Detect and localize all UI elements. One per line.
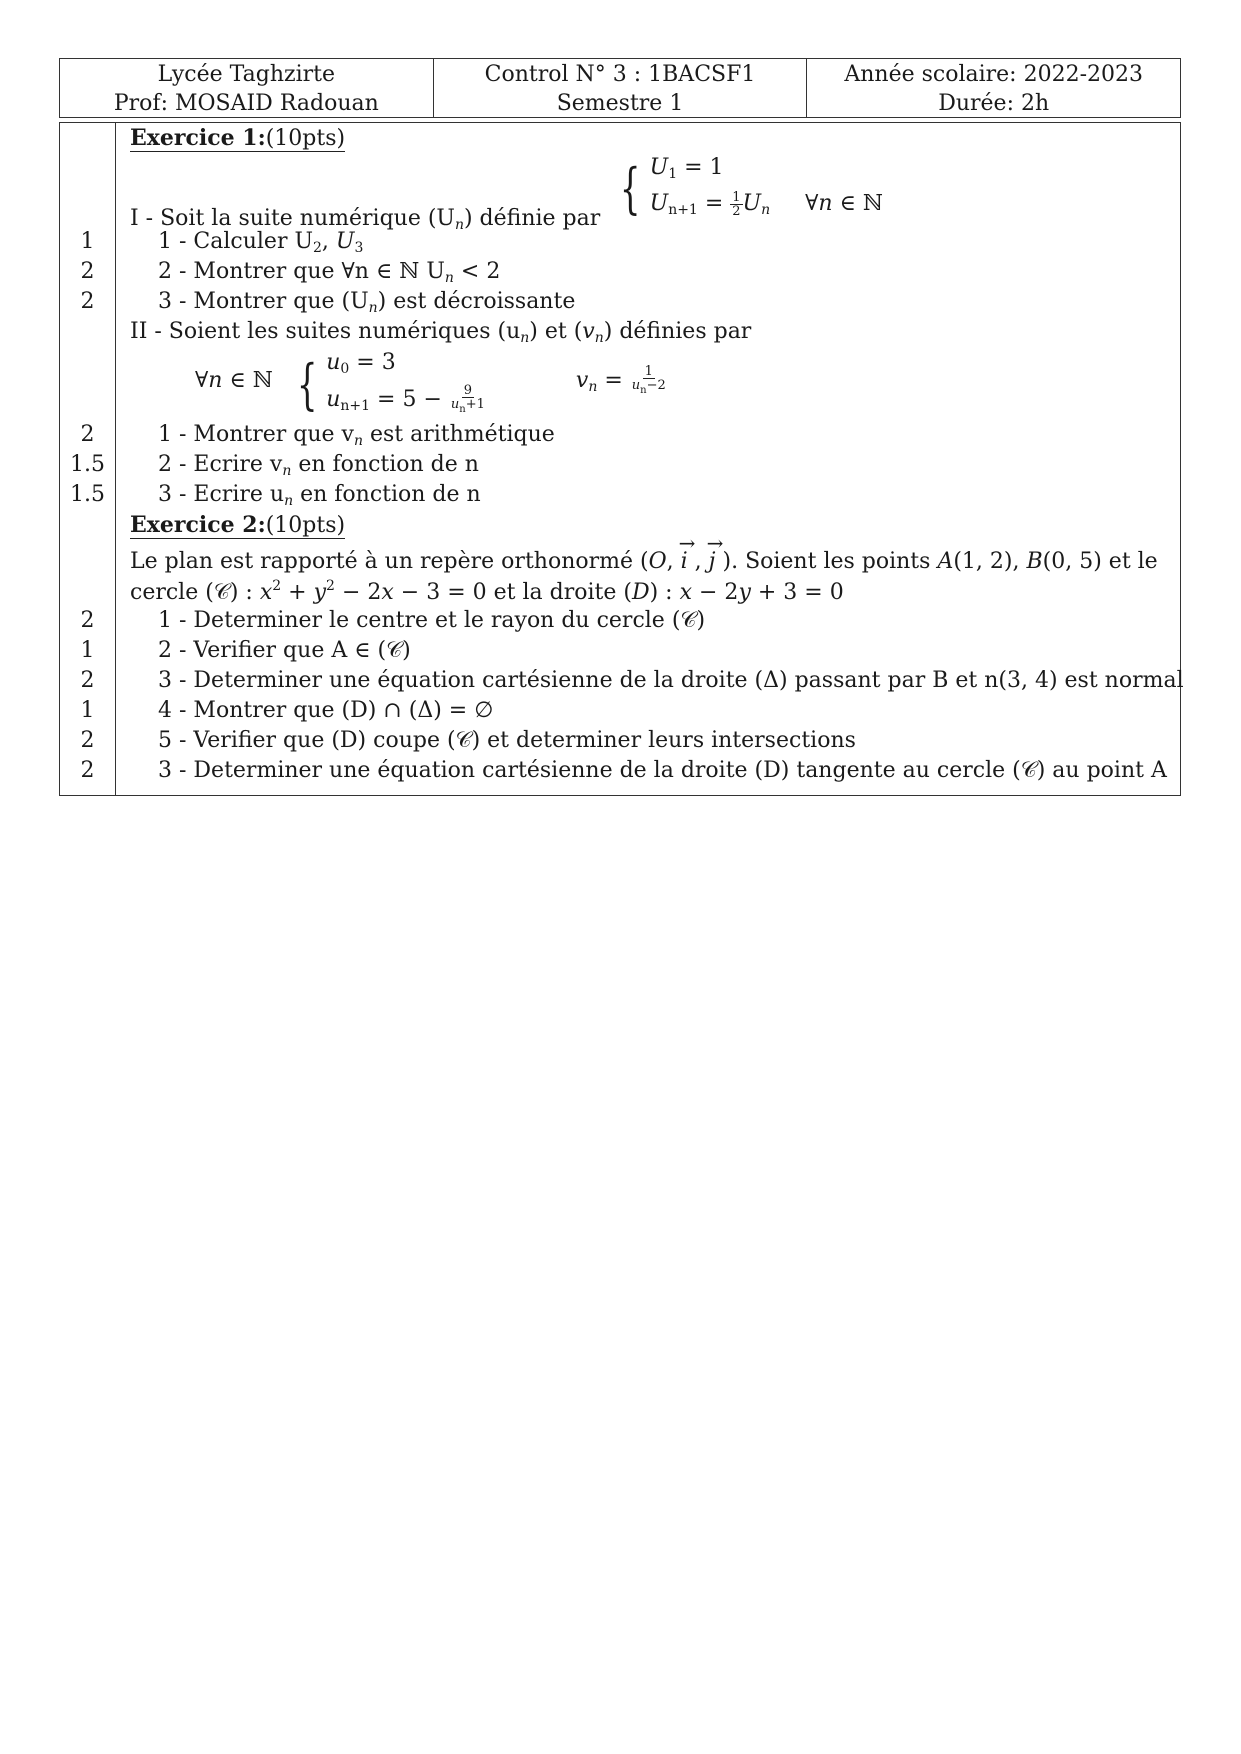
ex1-system: { $U_1 = 1$ $U_{n+1}$ = $\frac{1}{2}$ $U_n$ ∀n ∈ ℕ — [620, 155, 883, 220]
ex2-title: Exercice 2:(10pts) — [130, 512, 346, 538]
ex2-q6-points: 2 — [80, 758, 95, 783]
ex2-q5-points: 2 — [80, 728, 95, 753]
ex1-ii-q3-points: 1.5 — [70, 482, 105, 507]
ex2-intro-line2: cercle (𝒞) : $x^2 + y^2 - 2x - 3 = 0$ et la droite (D) : x − 2y + 3 = 0 — [130, 578, 844, 605]
ex2-q3: 3 - Determiner une équation cartésienne de la droite (Δ) passant par B et n(3, 4) est normal — [158, 668, 1184, 693]
ex1-part1-intro: I - Soit la suite numérique $(U_n)$ définie par { $U_1 = 1$ $U_{n+1}$ = $\frac{1}{2}$ $U_n$ ∀n ∈ ℕ — [130, 155, 883, 233]
ex1-part2-system: ∀n ∈ ℕ { $u_0 = 3$ $u_{n+1} = 5$ − $\frac{9}{u_n+1}$ $v_n$ = $\frac{1}{u_n-2}$ — [195, 350, 666, 416]
exam-body — [59, 122, 1184, 796]
ex2-q3-points: 2 — [80, 668, 95, 693]
header-table — [59, 58, 1181, 118]
teacher-name: Prof: MOSAID Radouan — [113, 91, 379, 116]
school-name: Lycée Taghzirte — [157, 62, 335, 87]
ex1-ii-q3: 3 - Ecrire $u_n$ en fonction de n — [158, 482, 481, 509]
ex1-q3: 3 - Montrer que $(U_n)$ est décroissante — [158, 289, 576, 316]
ex1-q3-points: 2 — [80, 289, 95, 314]
control-title: Control N° 3 : 1BACSF1 — [484, 62, 756, 87]
semester: Semestre 1 — [556, 91, 684, 116]
ex2-q1-points: 2 — [80, 608, 95, 633]
header-col-control — [433, 59, 807, 117]
ex2-q5: 5 - Verifier que (D) coupe (𝒞) et determiner leurs intersections — [158, 728, 856, 753]
ex1-q2: 2 - Montrer que ∀n ∈ ℕ $U_n < 2$ — [158, 259, 501, 286]
ex2-q2: 2 - Verifier que A ∈ (𝒞) — [158, 638, 411, 663]
header-col-year — [806, 59, 1180, 117]
ex1-title: Exercice 1:(10pts) — [130, 125, 346, 151]
ex2-q4: 4 - Montrer que (D) ∩ (Δ) = ∅ — [158, 698, 494, 723]
header-col-school — [60, 59, 433, 117]
ex1-part2-intro: II - Soient les suites numériques $(u_n)$ et $(v_n)$ définies par — [130, 319, 752, 346]
ex1-q1-points: 1 — [80, 229, 95, 254]
ex2-q4-points: 1 — [80, 698, 95, 723]
ex1-q2-points: 2 — [80, 259, 95, 284]
ex2-q1: 1 - Determiner le centre et le rayon du cercle (𝒞) — [158, 608, 706, 633]
ex1-ii-q1: 1 - Montrer que $v_n$ est arithmétique — [158, 422, 555, 449]
duration: Durée: 2h — [938, 91, 1050, 116]
ex2-q6: 3 - Determiner une équation cartésienne de la droite (D) tangente au cercle (𝒞) au point A — [158, 758, 1167, 783]
points-column-divider — [115, 123, 116, 795]
school-year: Année scolaire: 2022-2023 — [844, 62, 1143, 87]
ex1-ii-q2: 2 - Ecrire $v_n$ en fonction de n — [158, 452, 479, 479]
ex1-q1: 1 - Calculer $U_2$, $U_3$ — [158, 229, 364, 256]
ex1-ii-q1-points: 2 — [80, 422, 95, 447]
ex2-q2-points: 1 — [80, 638, 95, 663]
ex1-ii-q2-points: 1.5 — [70, 452, 105, 477]
ex2-intro-line1: Le plan est rapporté à un repère orthonormé (O, → i , → j ). Soient les points A(1, 2), B(0, 5) et le — [130, 549, 1170, 574]
